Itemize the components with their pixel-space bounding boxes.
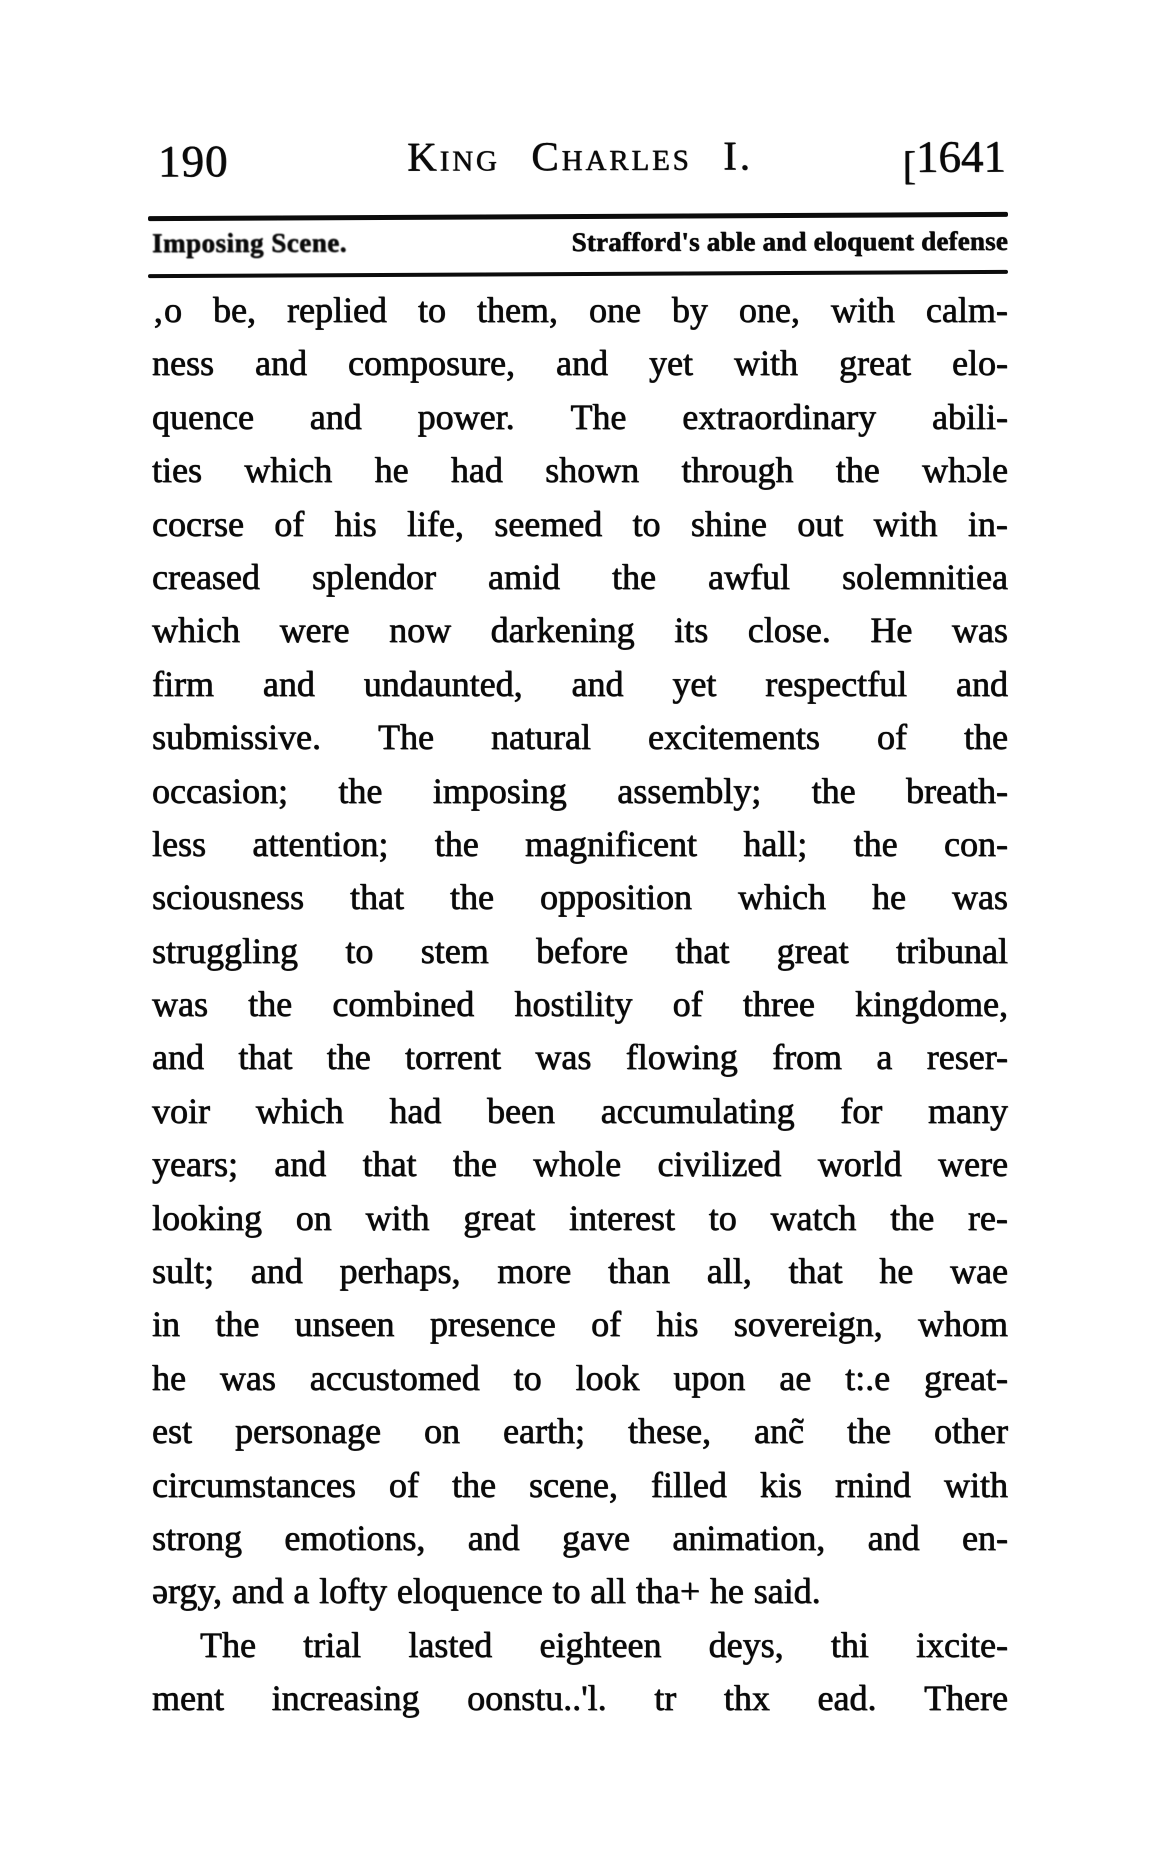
text-line: cocrse of his life, seemed to shine out with in- [152,503,1008,544]
text-line: ties which he had shown through the whɔle [152,450,1008,491]
text-line: firm and undaunted, and yet respectful and [152,663,1008,704]
subhead-right: Strafford's able and eloquent defense [571,225,1009,258]
subhead-left: Imposing Scene. [151,227,348,259]
text-line: ness and composure, and yet with great elo- [152,343,1008,384]
page-header [152,127,1008,190]
text-line: est personage on earth; these, anc̃ the other [152,1411,1008,1452]
text-column [152,0,1008,1851]
text-line: circumstances of the scene, filled kis rnind with [152,1464,1008,1505]
text-line: looking on with great interest to watch the re- [152,1197,1008,1238]
running-title: King Charles I. [407,132,753,180]
text-line: strong emotions, and gave animation, and en- [152,1517,1008,1558]
text-line: years; and that the whole civilized world were [152,1144,1008,1185]
text-line: sult; and perhaps, more than all, that he wae [152,1251,1008,1292]
text-line: quence and power. The extraordinary abili- [152,396,1008,437]
text-line-paragraph-end: ǝrgy, and a lofty eloquence to all tha+ he said. [152,1571,821,1612]
text-line-paragraph-start: The trial lasted eighteen deys, thi ixcite- [200,1624,1008,1665]
year-marker [902,131,1007,188]
text-line: and that the torrent was flowing from a reser- [152,1037,1008,1078]
text-line: which were now darkening its close. He was [152,610,1008,651]
year-bracket: [ [902,142,917,188]
page-body [152,284,1008,1726]
text-line: voir which had been accumulating for many [152,1090,1008,1131]
text-line: was the combined hostility of three kingdome, [152,984,1008,1025]
year-value: 1641 [915,131,1007,182]
text-line: struggling to stem before that great tribunal [152,930,1008,971]
text-line: occasion; the imposing assembly; the breath- [152,770,1008,811]
text-line: creased splendor amid the awful solemnitiea [152,556,1008,597]
text-line: less attention; the magnificent hall; the con- [152,823,1008,864]
header-rule-top [148,212,1008,221]
text-line: sciousness that the opposition which he was [152,877,1008,918]
text-line: ment increasing oonstu..'l. tr thx ead. There [152,1678,1008,1719]
text-line: he was accustomed to look upon ae t:.e great- [152,1357,1008,1398]
header-rule-bottom [148,270,1008,278]
text-line: ‚o be, replied to them, one by one, with calm- [152,290,1008,330]
page-number: 190 [157,136,229,187]
text-line: submissive. The natural excitements of the [152,717,1008,758]
section-subheads [152,226,1008,259]
text-line: in the unseen presence of his sovereign, whom [152,1304,1008,1345]
